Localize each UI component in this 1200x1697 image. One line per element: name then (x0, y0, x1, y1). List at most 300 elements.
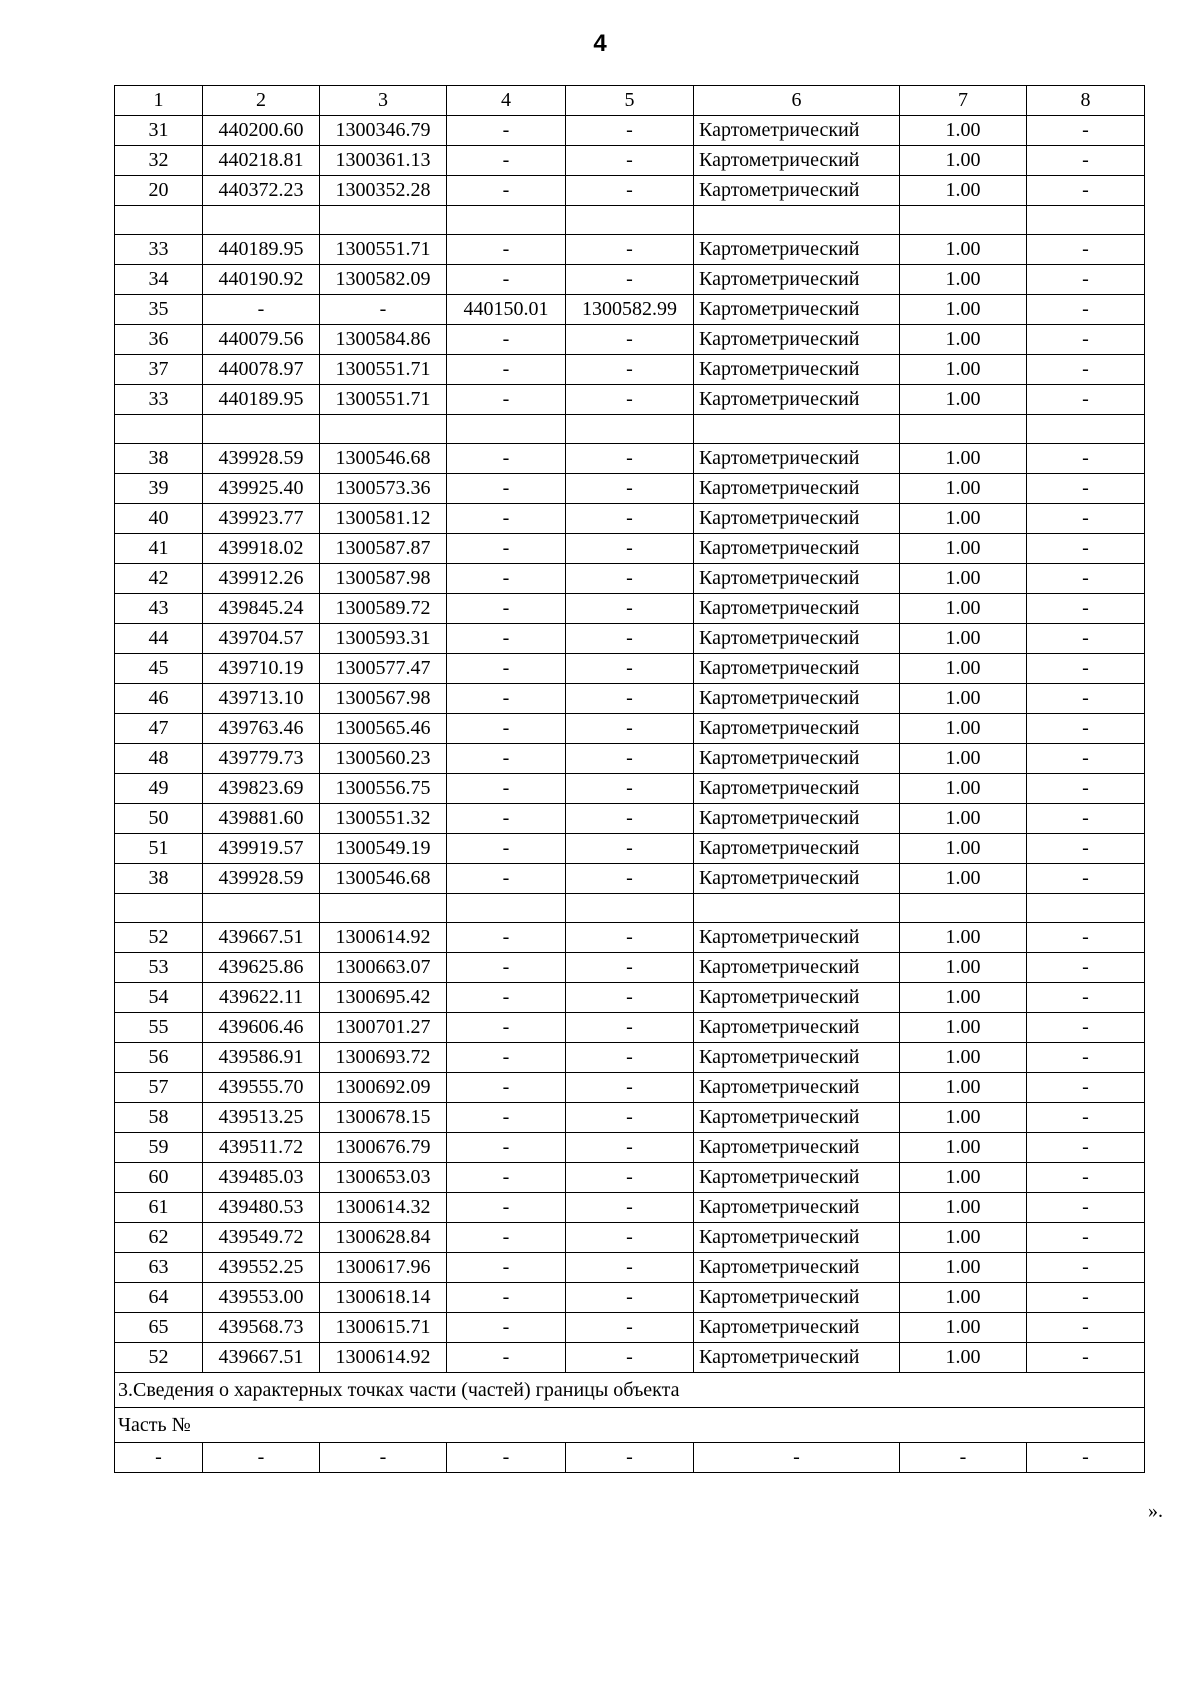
table-row (115, 1193, 1145, 1223)
empty-cell (447, 415, 566, 444)
x-coordinate-cell: 439713.10 (203, 684, 320, 714)
method-cell: Картометрический (694, 504, 900, 534)
x-coordinate-new-cell: - (447, 923, 566, 953)
dash-cell: - (320, 1443, 447, 1473)
empty-cell (447, 206, 566, 235)
x-coordinate-new-cell: - (447, 983, 566, 1013)
accuracy-cell: 1.00 (900, 1343, 1027, 1373)
x-coordinate-new-cell: - (447, 385, 566, 415)
y-coordinate-cell: 1300614.32 (320, 1193, 447, 1223)
x-coordinate-cell: 439667.51 (203, 923, 320, 953)
y-coordinate-new-cell: - (566, 684, 694, 714)
y-coordinate-new-cell: - (566, 116, 694, 146)
y-coordinate-new-cell: - (566, 624, 694, 654)
header-cell: 4 (447, 86, 566, 116)
table-row (115, 325, 1145, 355)
description-cell: - (1027, 983, 1145, 1013)
point-number-cell: 37 (115, 355, 203, 385)
table-row (115, 1073, 1145, 1103)
table-row (115, 1343, 1145, 1373)
x-coordinate-new-cell: - (447, 564, 566, 594)
accuracy-cell: 1.00 (900, 834, 1027, 864)
accuracy-cell: 1.00 (900, 1313, 1027, 1343)
x-coordinate-new-cell: - (447, 116, 566, 146)
y-coordinate-new-cell: - (566, 1313, 694, 1343)
point-number-cell: 20 (115, 176, 203, 206)
x-coordinate-new-cell: - (447, 804, 566, 834)
empty-cell (566, 415, 694, 444)
method-cell: Картометрический (694, 923, 900, 953)
point-number-cell: 58 (115, 1103, 203, 1133)
empty-cell (1027, 894, 1145, 923)
x-coordinate-cell: 440079.56 (203, 325, 320, 355)
empty-cell (115, 206, 203, 235)
empty-cell (900, 894, 1027, 923)
x-coordinate-new-cell: - (447, 953, 566, 983)
y-coordinate-cell: 1300617.96 (320, 1253, 447, 1283)
table-row (115, 474, 1145, 504)
description-cell: - (1027, 355, 1145, 385)
accuracy-cell: 1.00 (900, 265, 1027, 295)
y-coordinate-cell: 1300584.86 (320, 325, 447, 355)
y-coordinate-cell: 1300551.71 (320, 235, 447, 265)
x-coordinate-cell: 439667.51 (203, 1343, 320, 1373)
y-coordinate-cell: 1300701.27 (320, 1013, 447, 1043)
point-number-cell: 40 (115, 504, 203, 534)
empty-cell (203, 206, 320, 235)
point-number-cell: 49 (115, 774, 203, 804)
accuracy-cell: 1.00 (900, 355, 1027, 385)
x-coordinate-cell: - (203, 295, 320, 325)
x-coordinate-cell: 439552.25 (203, 1253, 320, 1283)
description-cell: - (1027, 864, 1145, 894)
description-cell: - (1027, 444, 1145, 474)
point-number-cell: 53 (115, 953, 203, 983)
point-number-cell: 38 (115, 864, 203, 894)
y-coordinate-cell: - (320, 295, 447, 325)
point-number-cell: 59 (115, 1133, 203, 1163)
method-cell: Картометрический (694, 1163, 900, 1193)
x-coordinate-new-cell: - (447, 834, 566, 864)
accuracy-cell: 1.00 (900, 1193, 1027, 1223)
description-cell: - (1027, 1073, 1145, 1103)
description-cell: - (1027, 1103, 1145, 1133)
x-coordinate-cell: 439480.53 (203, 1193, 320, 1223)
description-cell: - (1027, 146, 1145, 176)
y-coordinate-new-cell: - (566, 744, 694, 774)
description-cell: - (1027, 923, 1145, 953)
x-coordinate-cell: 439555.70 (203, 1073, 320, 1103)
method-cell: Картометрический (694, 534, 900, 564)
method-cell: Картометрический (694, 624, 900, 654)
x-coordinate-new-cell: - (447, 1313, 566, 1343)
table-row (115, 295, 1145, 325)
x-coordinate-new-cell: - (447, 534, 566, 564)
x-coordinate-new-cell: - (447, 594, 566, 624)
method-cell: Картометрический (694, 1343, 900, 1373)
y-coordinate-new-cell: - (566, 564, 694, 594)
y-coordinate-new-cell: - (566, 1073, 694, 1103)
method-cell: Картометрический (694, 1313, 900, 1343)
y-coordinate-cell: 1300551.71 (320, 355, 447, 385)
method-cell: Картометрический (694, 444, 900, 474)
x-coordinate-cell: 440189.95 (203, 385, 320, 415)
x-coordinate-new-cell: - (447, 864, 566, 894)
description-cell: - (1027, 504, 1145, 534)
separator-row (115, 415, 1145, 444)
y-coordinate-cell: 1300653.03 (320, 1163, 447, 1193)
accuracy-cell: 1.00 (900, 474, 1027, 504)
y-coordinate-cell: 1300551.32 (320, 804, 447, 834)
x-coordinate-cell: 439928.59 (203, 864, 320, 894)
x-coordinate-new-cell: - (447, 1283, 566, 1313)
x-coordinate-new-cell: - (447, 355, 566, 385)
description-cell: - (1027, 624, 1145, 654)
x-coordinate-cell: 440190.92 (203, 265, 320, 295)
accuracy-cell: 1.00 (900, 953, 1027, 983)
x-coordinate-new-cell: - (447, 1133, 566, 1163)
description-cell: - (1027, 774, 1145, 804)
x-coordinate-cell: 439779.73 (203, 744, 320, 774)
accuracy-cell: 1.00 (900, 744, 1027, 774)
x-coordinate-cell: 439763.46 (203, 714, 320, 744)
y-coordinate-new-cell: - (566, 1103, 694, 1133)
y-coordinate-new-cell: - (566, 444, 694, 474)
point-number-cell: 44 (115, 624, 203, 654)
y-coordinate-cell: 1300663.07 (320, 953, 447, 983)
header-cell: 2 (203, 86, 320, 116)
method-cell: Картометрический (694, 1013, 900, 1043)
method-cell: Картометрический (694, 235, 900, 265)
y-coordinate-new-cell: - (566, 235, 694, 265)
point-number-cell: 43 (115, 594, 203, 624)
y-coordinate-new-cell: - (566, 804, 694, 834)
accuracy-cell: 1.00 (900, 385, 1027, 415)
x-coordinate-cell: 439823.69 (203, 774, 320, 804)
point-number-cell: 64 (115, 1283, 203, 1313)
x-coordinate-new-cell: - (447, 1073, 566, 1103)
x-coordinate-new-cell: 440150.01 (447, 295, 566, 325)
point-number-cell: 34 (115, 265, 203, 295)
accuracy-cell: 1.00 (900, 1253, 1027, 1283)
y-coordinate-cell: 1300549.19 (320, 834, 447, 864)
x-coordinate-new-cell: - (447, 265, 566, 295)
empty-cell (447, 894, 566, 923)
y-coordinate-new-cell: - (566, 325, 694, 355)
empty-cell (900, 415, 1027, 444)
x-coordinate-new-cell: - (447, 474, 566, 504)
table-row (115, 923, 1145, 953)
empty-cell (694, 206, 900, 235)
page-number: 4 (593, 30, 607, 57)
accuracy-cell: 1.00 (900, 1103, 1027, 1133)
accuracy-cell: 1.00 (900, 1223, 1027, 1253)
accuracy-cell: 1.00 (900, 1013, 1027, 1043)
point-number-cell: 48 (115, 744, 203, 774)
description-cell: - (1027, 176, 1145, 206)
accuracy-cell: 1.00 (900, 146, 1027, 176)
y-coordinate-cell: 1300581.12 (320, 504, 447, 534)
description-cell: - (1027, 714, 1145, 744)
table-row (115, 444, 1145, 474)
table-row (115, 504, 1145, 534)
y-coordinate-new-cell: - (566, 534, 694, 564)
table-row (115, 684, 1145, 714)
accuracy-cell: 1.00 (900, 504, 1027, 534)
x-coordinate-new-cell: - (447, 1193, 566, 1223)
accuracy-cell: 1.00 (900, 714, 1027, 744)
point-number-cell: 46 (115, 684, 203, 714)
header-cell: 6 (694, 86, 900, 116)
method-cell: Картометрический (694, 325, 900, 355)
description-cell: - (1027, 804, 1145, 834)
description-cell: - (1027, 1253, 1145, 1283)
method-cell: Картометрический (694, 355, 900, 385)
table-row (115, 624, 1145, 654)
method-cell: Картометрический (694, 474, 900, 504)
y-coordinate-new-cell: 1300582.99 (566, 295, 694, 325)
y-coordinate-new-cell: - (566, 146, 694, 176)
accuracy-cell: 1.00 (900, 654, 1027, 684)
y-coordinate-cell: 1300587.98 (320, 564, 447, 594)
method-cell: Картометрический (694, 864, 900, 894)
table-row (115, 355, 1145, 385)
x-coordinate-cell: 439568.73 (203, 1313, 320, 1343)
method-cell: Картометрический (694, 684, 900, 714)
x-coordinate-new-cell: - (447, 146, 566, 176)
y-coordinate-cell: 1300587.87 (320, 534, 447, 564)
table-row (115, 265, 1145, 295)
x-coordinate-new-cell: - (447, 504, 566, 534)
accuracy-cell: 1.00 (900, 235, 1027, 265)
y-coordinate-new-cell: - (566, 1013, 694, 1043)
table-row (115, 146, 1145, 176)
description-cell: - (1027, 1223, 1145, 1253)
x-coordinate-new-cell: - (447, 325, 566, 355)
y-coordinate-cell: 1300678.15 (320, 1103, 447, 1133)
y-coordinate-cell: 1300551.71 (320, 385, 447, 415)
description-cell: - (1027, 1133, 1145, 1163)
y-coordinate-cell: 1300692.09 (320, 1073, 447, 1103)
point-number-cell: 36 (115, 325, 203, 355)
accuracy-cell: 1.00 (900, 804, 1027, 834)
section-title: 3.Сведения о характерных точках части (частей) границы объекта (115, 1373, 1145, 1408)
empty-cell (566, 206, 694, 235)
method-cell: Картометрический (694, 295, 900, 325)
method-cell: Картометрический (694, 116, 900, 146)
description-cell: - (1027, 474, 1145, 504)
y-coordinate-cell: 1300560.23 (320, 744, 447, 774)
table-row (115, 594, 1145, 624)
description-cell: - (1027, 534, 1145, 564)
y-coordinate-cell: 1300567.98 (320, 684, 447, 714)
point-number-cell: 31 (115, 116, 203, 146)
x-coordinate-new-cell: - (447, 444, 566, 474)
description-cell: - (1027, 654, 1145, 684)
y-coordinate-new-cell: - (566, 923, 694, 953)
y-coordinate-new-cell: - (566, 834, 694, 864)
table-row (115, 774, 1145, 804)
empty-cell (320, 894, 447, 923)
y-coordinate-cell: 1300573.36 (320, 474, 447, 504)
x-coordinate-new-cell: - (447, 1043, 566, 1073)
empty-cell (566, 894, 694, 923)
y-coordinate-cell: 1300546.68 (320, 444, 447, 474)
point-number-cell: 33 (115, 235, 203, 265)
accuracy-cell: 1.00 (900, 864, 1027, 894)
point-number-cell: 65 (115, 1313, 203, 1343)
point-number-cell: 60 (115, 1163, 203, 1193)
y-coordinate-new-cell: - (566, 953, 694, 983)
y-coordinate-cell: 1300582.09 (320, 265, 447, 295)
header-cell: 3 (320, 86, 447, 116)
accuracy-cell: 1.00 (900, 444, 1027, 474)
x-coordinate-new-cell: - (447, 1013, 566, 1043)
x-coordinate-cell: 439625.86 (203, 953, 320, 983)
x-coordinate-cell: 439549.72 (203, 1223, 320, 1253)
y-coordinate-new-cell: - (566, 654, 694, 684)
point-number-cell: 39 (115, 474, 203, 504)
method-cell: Картометрический (694, 146, 900, 176)
part-label: Часть № (115, 1408, 1145, 1443)
x-coordinate-new-cell: - (447, 1163, 566, 1193)
description-cell: - (1027, 684, 1145, 714)
x-coordinate-new-cell: - (447, 684, 566, 714)
y-coordinate-new-cell: - (566, 714, 694, 744)
dash-cell: - (115, 1443, 203, 1473)
description-cell: - (1027, 564, 1145, 594)
point-number-cell: 62 (115, 1223, 203, 1253)
table-row (115, 1043, 1145, 1073)
x-coordinate-cell: 439881.60 (203, 804, 320, 834)
y-coordinate-cell: 1300565.46 (320, 714, 447, 744)
empty-data-row (115, 1443, 1145, 1473)
method-cell: Картометрический (694, 385, 900, 415)
empty-cell (694, 894, 900, 923)
method-cell: Картометрический (694, 1073, 900, 1103)
accuracy-cell: 1.00 (900, 116, 1027, 146)
empty-cell (694, 415, 900, 444)
x-coordinate-new-cell: - (447, 744, 566, 774)
empty-cell (115, 415, 203, 444)
table-row (115, 953, 1145, 983)
y-coordinate-new-cell: - (566, 983, 694, 1013)
y-coordinate-cell: 1300614.92 (320, 1343, 447, 1373)
point-number-cell: 55 (115, 1013, 203, 1043)
point-number-cell: 51 (115, 834, 203, 864)
y-coordinate-cell: 1300589.72 (320, 594, 447, 624)
point-number-cell: 54 (115, 983, 203, 1013)
table-row (115, 983, 1145, 1013)
accuracy-cell: 1.00 (900, 983, 1027, 1013)
y-coordinate-new-cell: - (566, 864, 694, 894)
accuracy-cell: 1.00 (900, 1133, 1027, 1163)
y-coordinate-cell: 1300361.13 (320, 146, 447, 176)
method-cell: Картометрический (694, 564, 900, 594)
dash-cell: - (694, 1443, 900, 1473)
table-row (115, 176, 1145, 206)
x-coordinate-cell: 440189.95 (203, 235, 320, 265)
empty-cell (1027, 415, 1145, 444)
table-row (115, 235, 1145, 265)
method-cell: Картометрический (694, 1283, 900, 1313)
point-number-cell: 50 (115, 804, 203, 834)
accuracy-cell: 1.00 (900, 325, 1027, 355)
empty-cell (1027, 206, 1145, 235)
x-coordinate-cell: 440078.97 (203, 355, 320, 385)
x-coordinate-new-cell: - (447, 714, 566, 744)
method-cell: Картометрический (694, 654, 900, 684)
description-cell: - (1027, 325, 1145, 355)
x-coordinate-cell: 439923.77 (203, 504, 320, 534)
y-coordinate-new-cell: - (566, 594, 694, 624)
x-coordinate-new-cell: - (447, 235, 566, 265)
y-coordinate-cell: 1300695.42 (320, 983, 447, 1013)
x-coordinate-cell: 439845.24 (203, 594, 320, 624)
description-cell: - (1027, 744, 1145, 774)
point-number-cell: 38 (115, 444, 203, 474)
y-coordinate-new-cell: - (566, 176, 694, 206)
y-coordinate-cell: 1300593.31 (320, 624, 447, 654)
accuracy-cell: 1.00 (900, 534, 1027, 564)
y-coordinate-cell: 1300556.75 (320, 774, 447, 804)
x-coordinate-cell: 439710.19 (203, 654, 320, 684)
y-coordinate-new-cell: - (566, 1133, 694, 1163)
description-cell: - (1027, 1343, 1145, 1373)
x-coordinate-new-cell: - (447, 774, 566, 804)
point-number-cell: 52 (115, 923, 203, 953)
empty-cell (320, 206, 447, 235)
x-coordinate-new-cell: - (447, 1343, 566, 1373)
description-cell: - (1027, 385, 1145, 415)
y-coordinate-new-cell: - (566, 265, 694, 295)
accuracy-cell: 1.00 (900, 295, 1027, 325)
table-row (115, 834, 1145, 864)
accuracy-cell: 1.00 (900, 176, 1027, 206)
header-cell: 5 (566, 86, 694, 116)
description-cell: - (1027, 265, 1145, 295)
y-coordinate-new-cell: - (566, 1253, 694, 1283)
point-number-cell: 57 (115, 1073, 203, 1103)
y-coordinate-cell: 1300346.79 (320, 116, 447, 146)
accuracy-cell: 1.00 (900, 684, 1027, 714)
y-coordinate-new-cell: - (566, 355, 694, 385)
description-cell: - (1027, 1283, 1145, 1313)
x-coordinate-cell: 439606.46 (203, 1013, 320, 1043)
description-cell: - (1027, 953, 1145, 983)
method-cell: Картометрический (694, 953, 900, 983)
point-number-cell: 63 (115, 1253, 203, 1283)
x-coordinate-cell: 439912.26 (203, 564, 320, 594)
method-cell: Картометрический (694, 1043, 900, 1073)
description-cell: - (1027, 1313, 1145, 1343)
method-cell: Картометрический (694, 1103, 900, 1133)
x-coordinate-cell: 439925.40 (203, 474, 320, 504)
x-coordinate-new-cell: - (447, 624, 566, 654)
table-row (115, 1223, 1145, 1253)
y-coordinate-cell: 1300352.28 (320, 176, 447, 206)
header-cell: 7 (900, 86, 1027, 116)
section-title-row (115, 1373, 1145, 1408)
part-label-row (115, 1408, 1145, 1443)
table-row (115, 564, 1145, 594)
table-row (115, 864, 1145, 894)
empty-cell (900, 206, 1027, 235)
method-cell: Картометрический (694, 1133, 900, 1163)
description-cell: - (1027, 295, 1145, 325)
y-coordinate-cell: 1300577.47 (320, 654, 447, 684)
x-coordinate-cell: 439928.59 (203, 444, 320, 474)
